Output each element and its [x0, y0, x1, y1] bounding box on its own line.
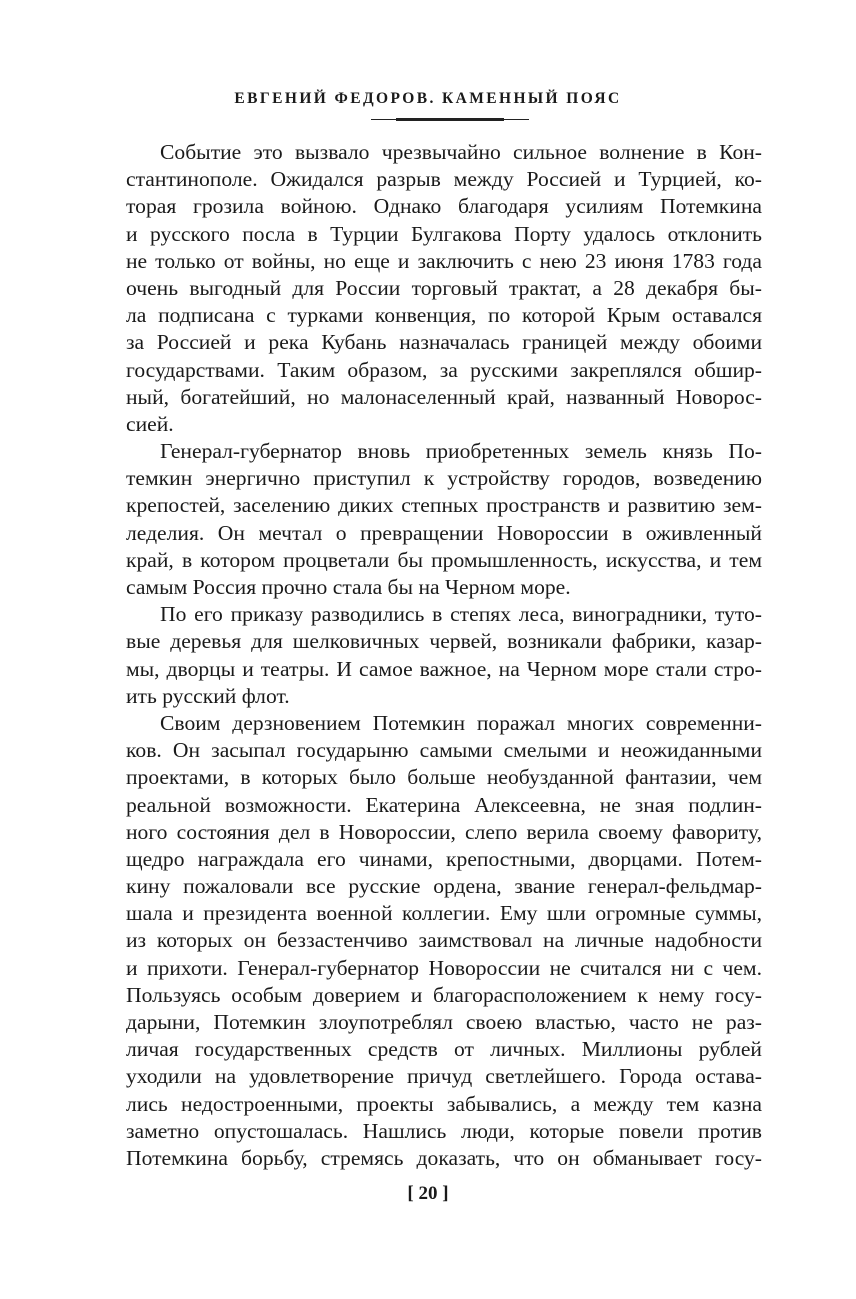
paragraph — [126, 601, 762, 710]
text-line: мы, дворцы и театры. И самое важное, на Черном море стали стро- — [126, 656, 762, 681]
text-line: ить русский флот. — [126, 683, 290, 708]
text-line: уходили на удовлетворение причуд светлейшего. Города остава- — [126, 1064, 762, 1089]
text-line: реальной возможности. Екатерина Алексеевна, не зная подлин- — [126, 792, 762, 817]
page-body-text — [126, 139, 762, 1172]
text-line: шала и президента военной коллегии. Ему шли огромные суммы, — [126, 901, 762, 926]
text-line: ков. Он засыпал государыню самыми смелыми и неожиданными — [126, 738, 762, 763]
text-line: стантинополе. Ожидался разрыв между Россией и Турцией, ко- — [126, 167, 762, 192]
text-line: дарыни, Потемкин злоупотреблял своею властью, часто не раз- — [126, 1010, 762, 1034]
text-line: лись недостроенными, проекты забывались, а между тем казна — [126, 1091, 762, 1116]
text-line: сией. — [126, 411, 174, 436]
text-line: кину пожаловали все русские ордена, звание генерал-фельдмар- — [126, 874, 762, 899]
text-line: очень выгодный для России торговый трактат, а 28 декабря бы- — [126, 275, 762, 300]
text-line: крепостей, заселению диких степных пространств и развитию зем- — [126, 493, 762, 518]
text-line: проектами, в которых было больше необузданной фантазии, чем — [126, 765, 762, 790]
text-line: личая государственных средств от личных. Миллионы рублей — [126, 1037, 762, 1062]
paragraph — [126, 710, 762, 1172]
running-header: ЕВГЕНИЙ ФЕДОРОВ. КАМЕННЫЙ ПОЯС — [234, 90, 622, 107]
text-line: темкин энергично приступил к устройству городов, возведению — [126, 466, 762, 491]
page-number: [ 20 ] — [407, 1183, 449, 1204]
header-rule-accent — [396, 118, 504, 121]
text-line: за Россией и река Кубань назначалась границей между обоими — [126, 330, 762, 355]
text-line: вые деревья для шелковичных червей, возникали фабрики, казар- — [126, 629, 762, 654]
text-line: торая грозила войною. Однако благодаря усилиям Потемкина — [126, 194, 762, 219]
text-line: ла подписана с турками конвенция, по которой Крым оставался — [126, 303, 762, 328]
text-line: щедро награждала его чинами, крепостными, дворцами. Потем- — [126, 846, 762, 871]
text-line: Генерал-губернатор вновь приобретенных земель князь По- — [160, 439, 762, 464]
text-line: из которых он беззастенчиво заимствовал на личные надобности — [126, 928, 762, 953]
text-line: леделия. Он мечтал о превращении Новороссии в оживленный — [126, 520, 762, 545]
text-line: государствами. Таким образом, за русскими закреплялся обшир- — [126, 357, 762, 382]
text-line: Пользуясь особым доверием и благорасположением к нему госу- — [126, 982, 762, 1007]
text-line: и прихоти. Генерал-губернатор Новороссии не считался ни с чем. — [126, 955, 762, 980]
paragraph — [126, 438, 762, 601]
paragraph — [126, 139, 762, 438]
text-line: Потемкина борьбу, стремясь доказать, что он обманывает госу- — [126, 1145, 762, 1170]
text-line: и русского посла в Турции Булгакова Порту удалось отклонить — [126, 221, 762, 246]
text-line: По его приказу разводились в степях леса, виноградники, туто- — [160, 602, 762, 627]
text-line: край, в котором процветали бы промышленность, искусства, и тем — [126, 547, 762, 572]
text-line: Своим дерзновением Потемкин поражал многих современни- — [160, 710, 762, 735]
text-line: Событие это вызвало чрезвычайно сильное волнение в Кон- — [160, 140, 762, 164]
text-line: не только от войны, но еще и заключить с нею 23 июня 1783 года — [126, 248, 762, 273]
text-line: самым Россия прочно стала бы на Черном море. — [126, 575, 571, 599]
text-line: ный, богатейший, но малонаселенный край, названный Новорос- — [126, 384, 762, 409]
text-line: ного состояния дел в Новороссии, слепо верила своему фавориту, — [126, 819, 762, 844]
text-line: заметно опустошалась. Нашлись люди, которые повели против — [126, 1118, 762, 1143]
